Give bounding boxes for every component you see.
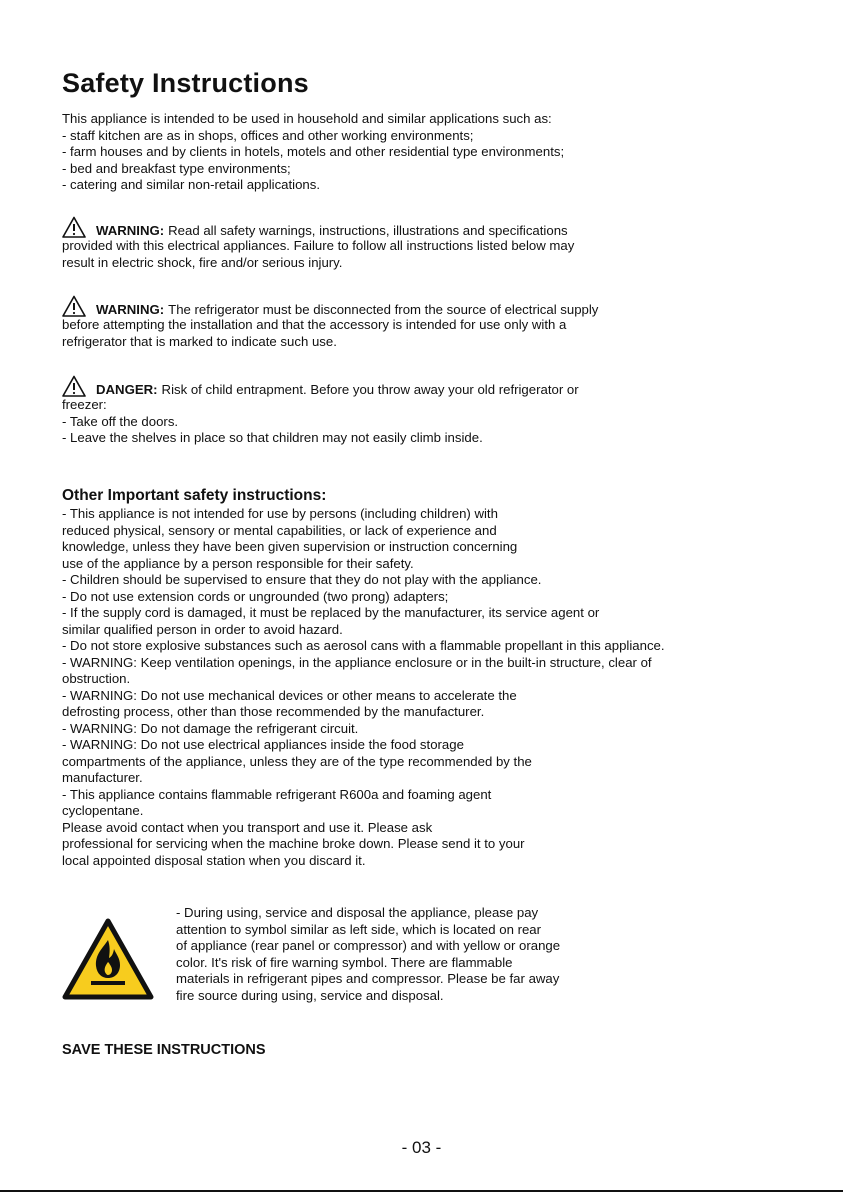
warning-text: The refrigerator must be disconnected from the source of electrical supply bbox=[168, 302, 599, 317]
warning-text: refrigerator that is marked to indicate such use. bbox=[62, 333, 337, 349]
flammable-line: fire source during using, service and disposal. bbox=[176, 987, 444, 1003]
flammable-note bbox=[176, 905, 560, 1004]
warning-text: before attempting the installation and that the accessory is intended for use only with a bbox=[62, 317, 567, 332]
flammable-line: attention to symbol similar as left side, which is located on rear bbox=[176, 921, 542, 937]
save-instructions-note: SAVE THESE INSTRUCTIONS bbox=[62, 1042, 266, 1058]
other-instructions-list bbox=[62, 506, 665, 869]
intro-line: - catering and similar non-retail applications. bbox=[62, 177, 321, 192]
instruction-line: - Do not store explosive substances such as aerosol cans with a flammable propellant in this appliance. bbox=[62, 638, 665, 653]
warning-block bbox=[62, 295, 598, 350]
intro-line: This appliance is intended to be used in household and similar applications such as: bbox=[62, 111, 552, 126]
warning-label: WARNING: bbox=[96, 302, 165, 317]
instruction-line: - If the supply cord is damaged, it must be replaced by the manufacturer, its service agent or bbox=[62, 605, 600, 620]
instruction-line: knowledge, unless they have been given supervision or instruction concerning bbox=[62, 539, 518, 554]
danger-text: freezer: bbox=[62, 397, 107, 412]
warning-header bbox=[62, 295, 598, 317]
danger-header bbox=[62, 375, 579, 397]
flammable-line: color. It's risk of fire warning symbol. There are flammable bbox=[176, 954, 513, 970]
instruction-line: defrosting process, other than those recommended by the manufacturer. bbox=[62, 704, 485, 719]
instruction-line: manufacturer. bbox=[62, 770, 143, 785]
instruction-line: compartments of the appliance, unless they are of the type recommended by the bbox=[62, 753, 532, 769]
warning-triangle-icon bbox=[62, 295, 86, 317]
instruction-line: - WARNING: Do not use mechanical devices or other means to accelerate the bbox=[62, 687, 517, 703]
warning-text: result in electric shock, fire and/or serious injury. bbox=[62, 254, 343, 270]
flammable-warning-icon bbox=[62, 918, 154, 1000]
warning-text: provided with this electrical appliances. Failure to follow all instructions listed below may bbox=[62, 238, 575, 253]
flammable-line: - During using, service and disposal the appliance, please pay bbox=[176, 905, 539, 920]
danger-block bbox=[62, 375, 579, 447]
warning-text: Read all safety warnings, instructions, illustrations and specifications bbox=[168, 223, 568, 238]
intro-paragraph bbox=[62, 111, 564, 194]
instruction-line: reduced physical, sensory or mental capabilities, or lack of experience and bbox=[62, 522, 497, 538]
flammable-line: materials in refrigerant pipes and compressor. Please be far away bbox=[176, 971, 560, 986]
intro-line: - bed and breakfast type environments; bbox=[62, 160, 291, 176]
instruction-line: - WARNING: Do not use electrical appliances inside the food storage bbox=[62, 737, 464, 752]
page-title: Safety Instructions bbox=[62, 68, 309, 98]
warning-block bbox=[62, 216, 574, 271]
instruction-line: use of the appliance by a person responsible for their safety. bbox=[62, 555, 414, 571]
instruction-line: cyclopentane. bbox=[62, 803, 144, 818]
danger-label: DANGER: bbox=[96, 382, 158, 397]
instruction-line: - WARNING: Do not damage the refrigerant circuit. bbox=[62, 720, 359, 736]
instruction-line: - This appliance contains flammable refrigerant R600a and foaming agent bbox=[62, 786, 492, 802]
intro-line: - farm houses and by clients in hotels, motels and other residential type environments; bbox=[62, 144, 565, 159]
warning-triangle-icon bbox=[62, 375, 86, 397]
danger-text: Risk of child entrapment. Before you throw away your old refrigerator or bbox=[161, 382, 579, 397]
warning-header bbox=[62, 216, 574, 238]
instruction-line: - Children should be supervised to ensure that they do not play with the appliance. bbox=[62, 572, 542, 587]
instruction-line: local appointed disposal station when you discard it. bbox=[62, 852, 366, 868]
warning-label: WARNING: bbox=[96, 223, 165, 238]
warning-triangle-icon bbox=[62, 216, 86, 238]
instruction-line: Please avoid contact when you transport and use it. Please ask bbox=[62, 819, 433, 835]
intro-line: - staff kitchen are as in shops, offices and other working environments; bbox=[62, 127, 474, 143]
instruction-line: - WARNING: Keep ventilation openings, in the appliance enclosure or in the built-in structure, clear of bbox=[62, 654, 652, 670]
danger-text: - Take off the doors. bbox=[62, 413, 179, 429]
instruction-line: professional for servicing when the machine broke down. Please send it to your bbox=[62, 836, 525, 851]
instruction-line: - Do not use extension cords or ungrounded (two prong) adapters; bbox=[62, 588, 449, 604]
danger-text: - Leave the shelves in place so that children may not easily climb inside. bbox=[62, 430, 483, 445]
page-number: - 03 - bbox=[401, 1138, 442, 1157]
instruction-line: obstruction. bbox=[62, 671, 131, 686]
section-heading: Other Important safety instructions: bbox=[62, 487, 327, 504]
instruction-line: similar qualified person in order to avoid hazard. bbox=[62, 621, 343, 637]
flammable-line: of appliance (rear panel or compressor) and with yellow or orange bbox=[176, 938, 561, 953]
instruction-line: - This appliance is not intended for use by persons (including children) with bbox=[62, 506, 498, 521]
